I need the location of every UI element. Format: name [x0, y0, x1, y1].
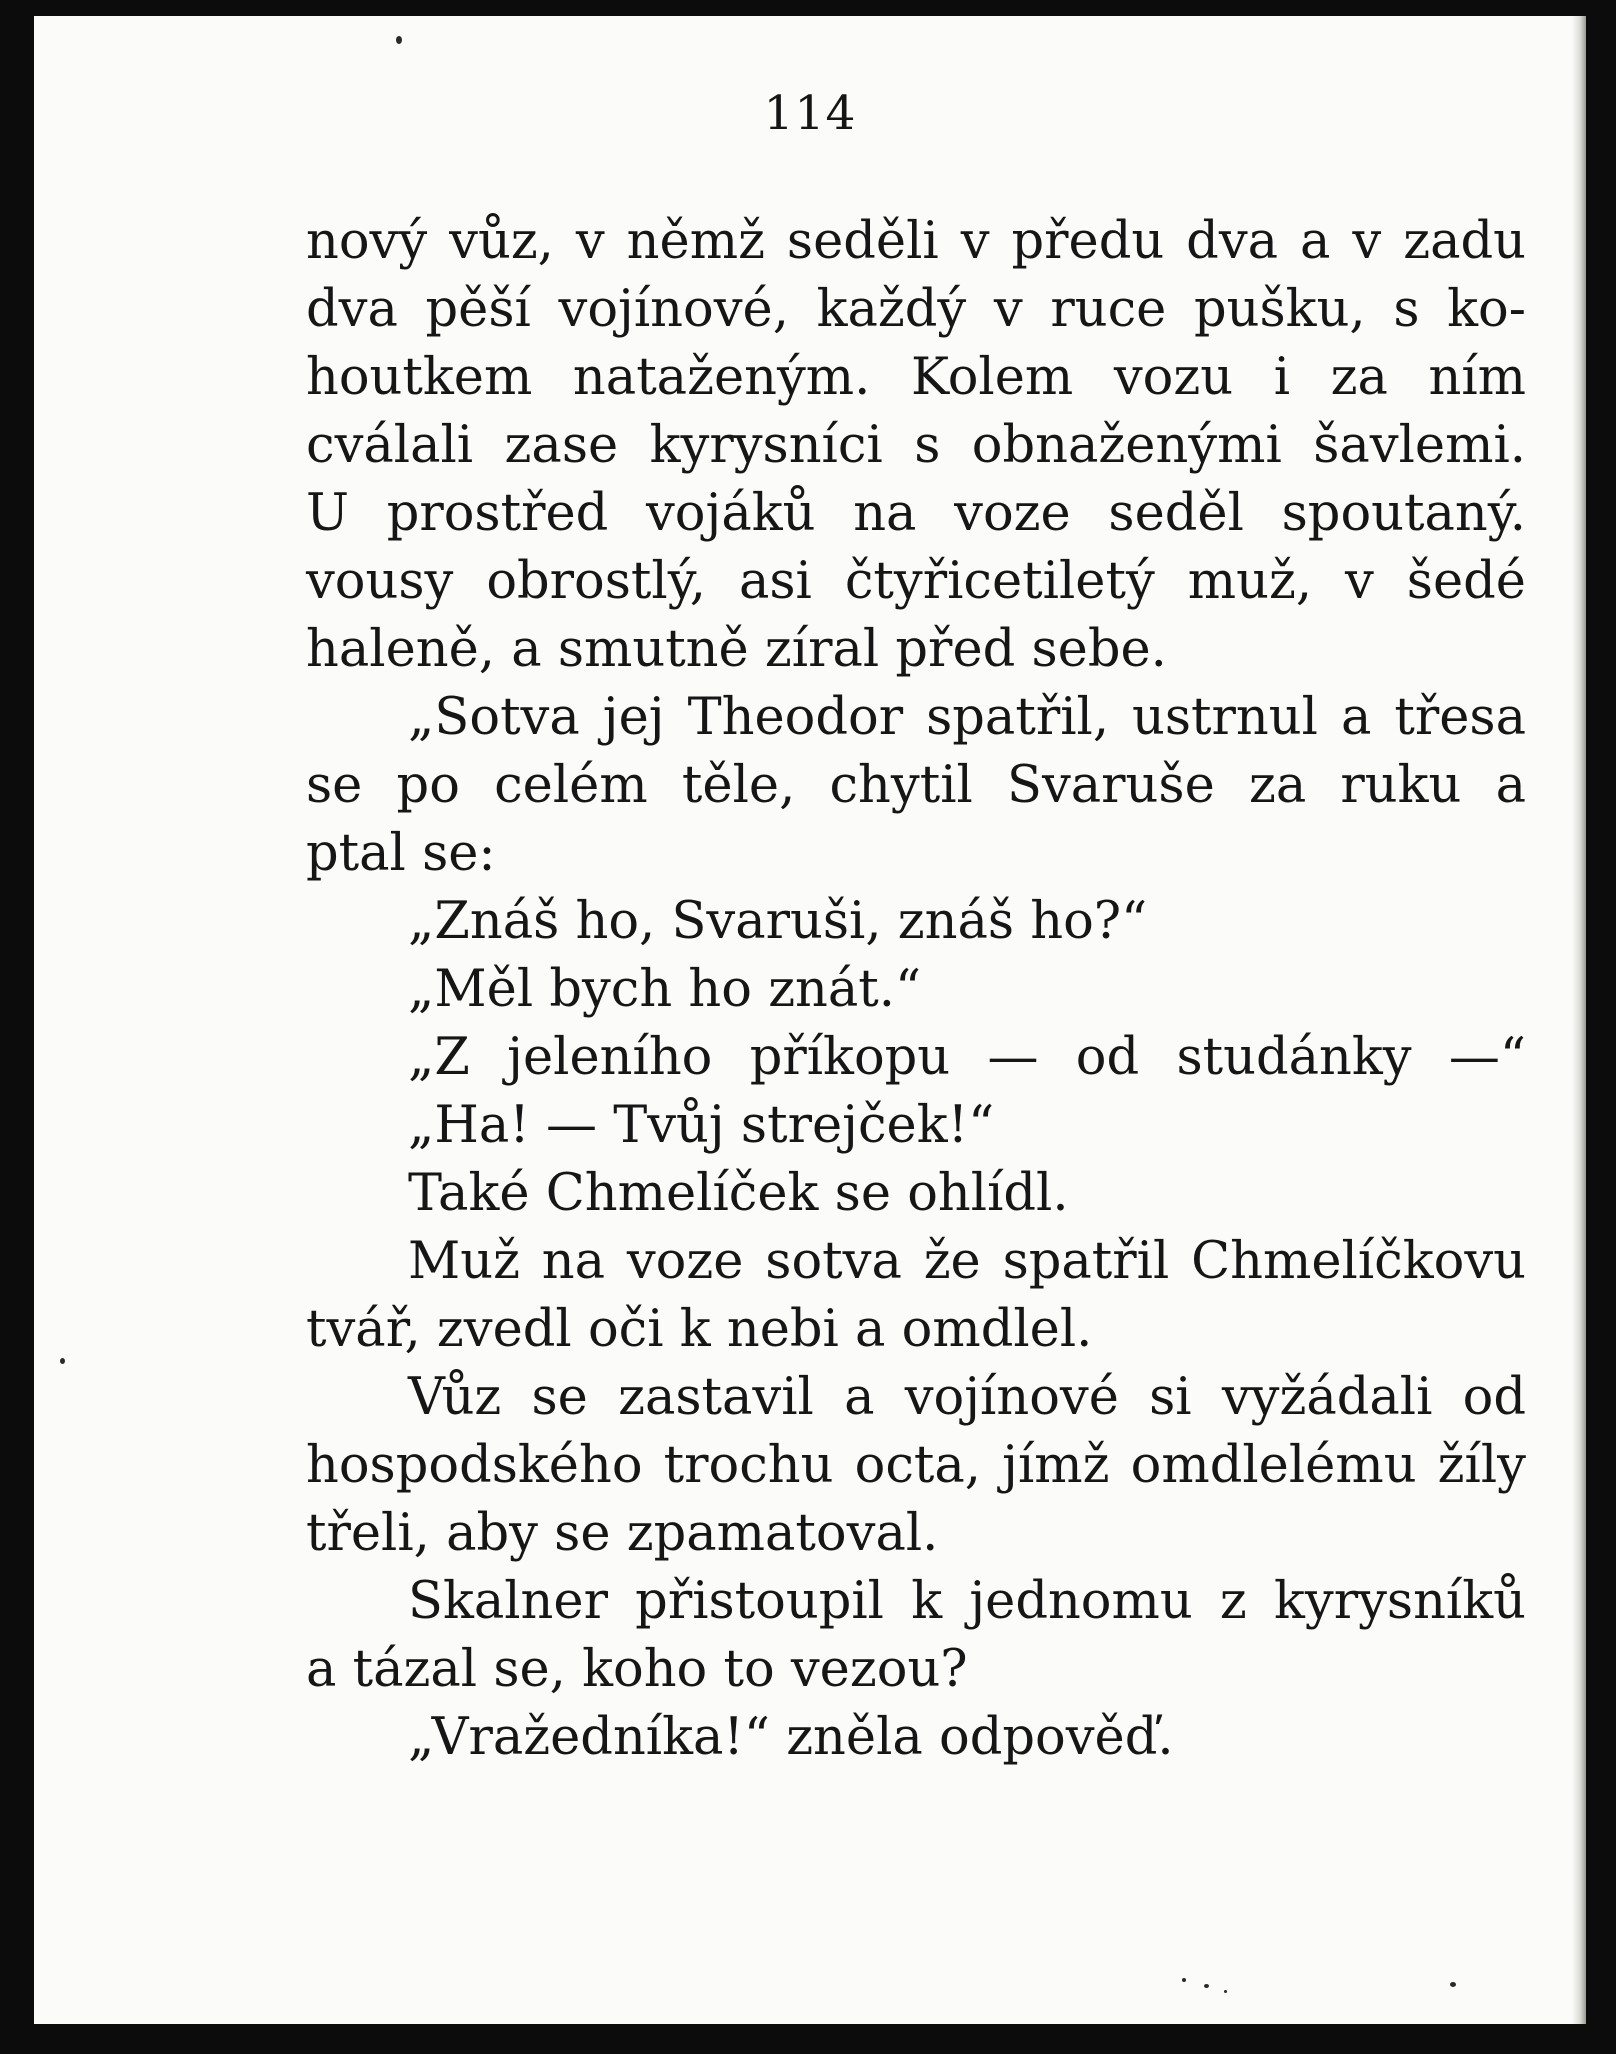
text-line: „Měl bych ho znát.“: [408, 960, 922, 1019]
text-line: „Z jeleního příkopu — od studánky —“: [408, 1028, 1526, 1087]
text-line: Také Chmelíček se ohlídl.: [408, 1164, 1069, 1223]
text-line: ptal se:: [306, 824, 496, 883]
text-line: U prostřed vojáků na voze seděl spoutaný.: [306, 484, 1526, 543]
text-line: a tázal se, koho to vezou?: [306, 1640, 968, 1699]
text-line: Muž na voze sotva že spatřil Chmelíčkovu: [408, 1232, 1526, 1291]
text-line: tvář, zvedl oči k nebi a omdlel.: [306, 1300, 1093, 1359]
text-line: dva pěší vojínové, každý v ruce pušku, s ko-: [306, 280, 1526, 339]
text-line: hospodského trochu octa, jímž omdlelému žíly: [306, 1436, 1526, 1495]
text-line: „Ha! — Tvůj strejček!“: [408, 1096, 995, 1155]
text-line: „Sotva jej Theodor spatřil, ustrnul a třesa: [408, 688, 1526, 747]
text-line: „Znáš ho, Svaruši, znáš ho?“: [408, 892, 1148, 951]
text-line: haleně, a smutně zíral před sebe.: [306, 620, 1167, 679]
text-line: Skalner přistoupil k jednomu z kyrysníků: [408, 1572, 1526, 1631]
book-page: [34, 16, 1586, 2024]
page-binding-edge: [1572, 16, 1586, 2024]
text-line: se po celém těle, chytil Svaruše za ruku a: [306, 756, 1526, 815]
text-line: třeli, aby se zpamatoval.: [306, 1504, 939, 1563]
text-line: „Vražedníka!“ zněla odpověď.: [408, 1708, 1174, 1767]
text-line: cválali zase kyrysníci s obnaženými šavlemi.: [306, 416, 1526, 475]
page-number: 114: [763, 86, 857, 141]
text-line: nový vůz, v němž seděli v předu dva a v zadu: [306, 212, 1526, 271]
text-line: Vůz se zastavil a vojínové si vyžádali od: [408, 1368, 1526, 1427]
text-line: houtkem nataženým. Kolem vozu i za ním: [306, 348, 1526, 407]
text-line: vousy obrostlý, asi čtyřicetiletý muž, v šedé: [306, 552, 1526, 611]
body-text: [306, 208, 1526, 1772]
